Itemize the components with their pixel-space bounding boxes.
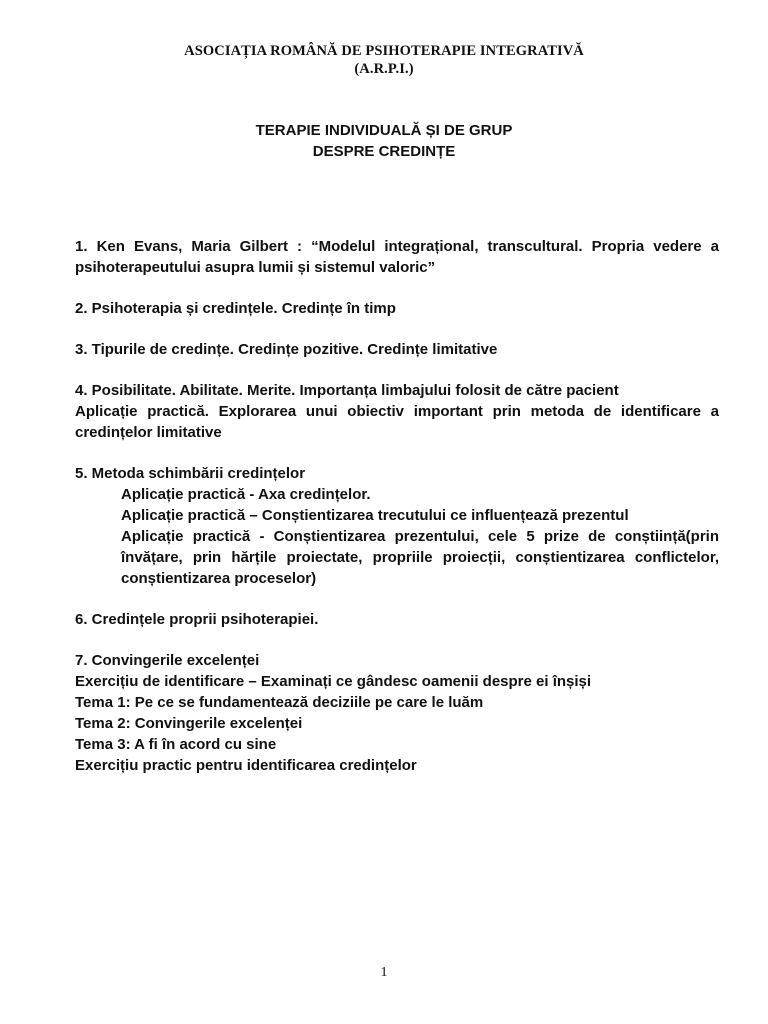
list-item-4: 4. Posibilitate. Abilitate. Merite. Importanța limbajului folosit de către pacient xyxy=(75,382,619,399)
list-item-3: 3. Tipurile de credințe. Credințe pozitive. Credințe limitative xyxy=(75,341,498,358)
list-item-7-line-2: Tema 1: Pe ce se fundamentează deciziile pe care le luăm xyxy=(75,694,484,711)
spacer xyxy=(75,630,719,650)
spacer xyxy=(75,443,719,463)
list-item-5-sub-1: Aplicație practică - Axa credințelor. xyxy=(121,486,371,503)
spacer xyxy=(75,278,719,298)
title-line-2: DESPRE CREDINȚE xyxy=(312,143,456,160)
document-body xyxy=(75,236,719,776)
organization-header xyxy=(0,42,768,78)
spacer xyxy=(75,589,719,609)
organization-name: ASOCIAȚIA ROMÂNĂ DE PSIHOTERAPIE INTEGRATIVĂ xyxy=(184,43,584,59)
list-item-7-line-1: Exercițiu de identificare – Examinați ce gândesc oamenii despre ei înșiși xyxy=(75,673,592,690)
title-line-1: TERAPIE INDIVIDUALĂ ȘI DE GRUP xyxy=(255,122,513,139)
document-title xyxy=(0,120,768,162)
spacer xyxy=(75,319,719,339)
list-item-7-line-4: Tema 3: A fi în acord cu sine xyxy=(75,736,277,753)
list-item-5: 5. Metoda schimbării credințelor xyxy=(75,465,306,482)
list-item-7-line-5: Exercițiu practic pentru identificarea credințelor xyxy=(75,757,417,774)
page-number: 1 xyxy=(380,965,388,980)
list-item-5-sub-3: Aplicație practică - Conștientizarea prezentului, cele 5 prize de conștiință(prin învățare, prin hărțile proiectate, propriile proiecții, conștientizarea conflictelor, conștientizarea proceselor) xyxy=(121,528,719,587)
list-item-6: 6. Credințele proprii psihoterapiei. xyxy=(75,611,319,628)
list-item-7: 7. Convingerile excelenței xyxy=(75,652,260,669)
list-item-5-sub-2: Aplicație practică – Conștientizarea trecutului ce influențează prezentul xyxy=(121,507,629,524)
list-item-7-line-3: Tema 2: Convingerile excelenței xyxy=(75,715,303,732)
list-item-4-application: Aplicație practică. Explorarea unui obiectiv important prin metoda de identificare a credințelor limitative xyxy=(75,403,719,441)
list-item-1: 1. Ken Evans, Maria Gilbert : “Modelul integrațional, transcultural. Propria vedere a psihoterapeutului asupra lumii și sistemul valoric” xyxy=(75,238,719,276)
organization-acronym: (A.R.P.I.) xyxy=(354,61,414,77)
list-item-2: 2. Psihoterapia și credințele. Credințe în timp xyxy=(75,300,396,317)
spacer xyxy=(75,360,719,380)
